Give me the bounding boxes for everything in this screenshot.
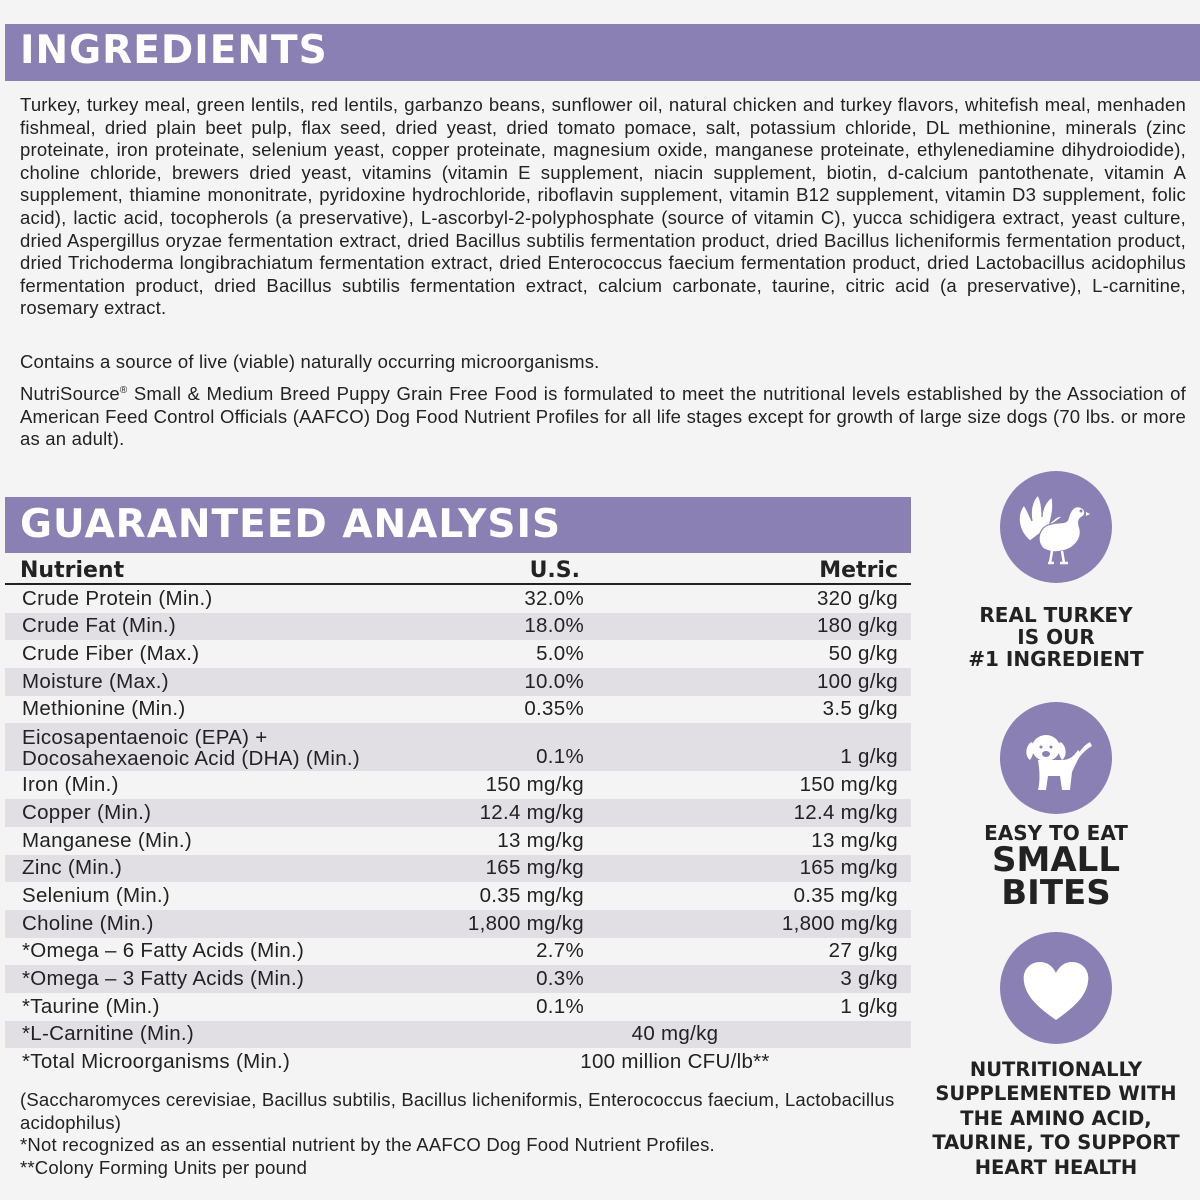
- claim-line: EASY TO EAT: [984, 821, 1128, 845]
- nutrient-name: Manganese (Min.): [22, 828, 193, 852]
- table-row: [5, 1048, 911, 1076]
- table-row: [5, 640, 911, 668]
- aafco-text: Small & Medium Breed Puppy Grain Free Food is formulated to meet the nutritional levels established by the Association of American Feed Control Officials (AAFCO) Dog Food Nutrient Profiles for all life stages except for growth of large size dogs (70 lbs. or more as an adult).: [20, 383, 1186, 450]
- column-metric: Metric: [819, 558, 898, 583]
- table-row: [5, 882, 911, 910]
- combined-value: 100 million CFU/lb**: [580, 1050, 770, 1073]
- table-row: [5, 771, 911, 799]
- table-header: [5, 555, 911, 585]
- nutrient-name: [22, 727, 360, 769]
- nutrient-name-line2: Docosahexaenoic Acid (DHA) (Min.): [22, 747, 361, 771]
- us-value: 0.35 mg/kg: [479, 883, 584, 907]
- aafco-statement: [20, 383, 1186, 451]
- us-value: 2.7%: [536, 939, 584, 963]
- claim-line: IS OUR: [1017, 625, 1095, 649]
- metric-value: 1 g/kg: [840, 745, 898, 769]
- metric-value: 180 g/kg: [816, 614, 898, 638]
- aafco-footnote: *Not recognized as an essential nutrient by the AAFCO Dog Food Nutrient Profiles.: [20, 1134, 715, 1156]
- metric-value: 320 g/kg: [816, 586, 898, 610]
- metric-value: 27 g/kg: [828, 939, 898, 963]
- us-value: 0.1%: [536, 994, 584, 1018]
- table-row: [5, 613, 911, 641]
- column-us: U.S.: [529, 558, 580, 583]
- brand-name: NutriSource: [20, 383, 120, 404]
- microorganisms-statement: Contains a source of live (viable) naturally occurring microorganisms.: [20, 351, 600, 372]
- table-row: [5, 993, 911, 1021]
- table-row: [5, 910, 911, 938]
- table-row: [5, 799, 911, 827]
- combined-value: 40 mg/kg: [631, 1022, 719, 1046]
- claim-line: SUPPLEMENTED WITH: [935, 1082, 1177, 1106]
- guaranteed-analysis-heading: GUARANTEED ANALYSIS: [5, 497, 911, 553]
- metric-value: 165 mg/kg: [799, 856, 898, 880]
- claim-line: #1 INGREDIENT: [968, 647, 1144, 671]
- heart-icon: [1000, 932, 1112, 1044]
- table-row: [5, 827, 911, 855]
- metric-value: 3.5 g/kg: [822, 697, 898, 721]
- table-row: [5, 723, 911, 771]
- claim-real-turkey: [940, 604, 1172, 670]
- nutrient-name: Iron (Min.): [22, 773, 119, 797]
- ingredients-heading: INGREDIENTS: [5, 24, 1200, 81]
- claim-line: TAURINE, TO SUPPORT: [932, 1131, 1180, 1155]
- metric-value: 150 mg/kg: [799, 773, 898, 797]
- microorganism-list-note: (Saccharomyces cerevisiae, Bacillus subtilis, Bacillus licheniformis, Enterococcus faecium, Lactobacillus acidophilus): [20, 1089, 895, 1133]
- nutrient-name: *Total Microorganisms (Min.): [22, 1050, 291, 1073]
- puppy-icon: [1000, 702, 1112, 814]
- nutrient-name: Choline (Min.): [22, 911, 154, 935]
- us-value: 1,800 mg/kg: [467, 911, 584, 935]
- us-value: 165 mg/kg: [485, 856, 584, 880]
- nutrient-name: Zinc (Min.): [22, 856, 123, 880]
- nutrient-name: Selenium (Min.): [22, 883, 171, 907]
- claim-taurine: [920, 1058, 1192, 1180]
- guaranteed-analysis-table: [5, 555, 911, 1076]
- metric-value: 1 g/kg: [840, 994, 898, 1018]
- metric-value: 13 mg/kg: [811, 828, 898, 852]
- nutrient-name: Crude Fiber (Max.): [22, 642, 200, 666]
- metric-value: 0.35 mg/kg: [793, 883, 898, 907]
- claim-line: THE AMINO ACID,: [960, 1106, 1152, 1130]
- table-row: [5, 1021, 911, 1049]
- claim-line: NUTRITIONALLY: [969, 1058, 1143, 1081]
- turkey-icon: [1000, 471, 1112, 583]
- table-row: [5, 585, 911, 613]
- claim-line: REAL TURKEY: [979, 603, 1133, 627]
- metric-value: 100 g/kg: [816, 669, 898, 693]
- us-value: 18.0%: [524, 614, 584, 638]
- claim-line: HEART HEALTH: [974, 1155, 1138, 1179]
- us-value: 5.0%: [536, 642, 584, 666]
- metric-value: 1,800 mg/kg: [781, 911, 898, 935]
- table-row: [5, 938, 911, 966]
- nutrient-name: *Taurine (Min.): [22, 994, 160, 1018]
- us-value: 10.0%: [524, 669, 584, 693]
- nutrient-name: Moisture (Max.): [22, 669, 169, 693]
- claim-line-big: SMALL: [992, 840, 1120, 880]
- footnotes: [20, 1089, 900, 1179]
- us-value: 32.0%: [524, 586, 584, 610]
- us-value: 13 mg/kg: [497, 828, 584, 852]
- ingredients-list: Turkey, turkey meal, green lentils, red lentils, garbanzo beans, sunflower oil, natural chicken and turkey flavors, whitefish meal, menhaden fishmeal, dried plain beet pulp, flax seed, dried yeast, dried tomato pomace, salt, potassium chloride, DL methionine, minerals (zinc proteinate, iron proteinate, selenium yeast, copper proteinate, magnesium oxide, manganese proteinate, ethylenediamine dihydroiodide), choline chloride, brewers dried yeast, vitamins (vitamin E supplement, niacin supplement, biotin, d-calcium pantothenate, vitamin A supplement, thiamine mononitrate, pyridoxine hydrochloride, riboflavin supplement, vitamin B12 supplement, vitamin D3 supplement, folic acid), lactic acid, tocopherols (a preservative), L-ascorbyl-2-polyphosphate (source of vitamin C), yucca schidigera extract, yeast culture, dried Aspergillus oryzae fermentation extract, dried Bacillus subtilis fermentation product, dried Bacillus licheniformis fermentation product, dried Trichoderma longibrachiatum fermentation extract, dried Enterococcus faecium fermentation product, dried Lactobacillus acidophilus fermentation product, dried Bacillus subtilis fermentation extract, calcium carbonate, taurine, citric acid (a preservative), L-carnitine, rosemary extract.: [20, 94, 1186, 319]
- table-row: [5, 696, 911, 724]
- metric-value: 12.4 mg/kg: [793, 800, 898, 824]
- nutrient-name: Crude Fat (Min.): [22, 614, 177, 638]
- nutrient-name: Crude Protein (Min.): [22, 586, 213, 610]
- us-value: 12.4 mg/kg: [479, 800, 584, 824]
- us-value: 0.35%: [524, 697, 584, 721]
- table-row: [5, 668, 911, 696]
- claim-small-bites: [940, 821, 1172, 913]
- column-nutrient: Nutrient: [20, 558, 125, 583]
- cfu-footnote: **Colony Forming Units per pound: [20, 1156, 308, 1178]
- nutrient-name: Methionine (Min.): [22, 697, 186, 721]
- us-value: 150 mg/kg: [485, 773, 584, 797]
- us-value: 0.3%: [536, 966, 584, 990]
- table-row: [5, 855, 911, 883]
- nutrient-name: Copper (Min.): [22, 800, 152, 824]
- table-row: [5, 965, 911, 993]
- nutrient-name: *Omega – 6 Fatty Acids (Min.): [22, 939, 305, 963]
- claim-line-big: BITES: [1001, 873, 1111, 913]
- registered-mark: ®: [119, 384, 128, 396]
- metric-value: 50 g/kg: [828, 642, 898, 666]
- nutrient-name: *L-Carnitine (Min.): [22, 1022, 195, 1046]
- nutrient-name-line1: Eicosapentaenoic (EPA) +: [22, 726, 268, 750]
- metric-value: 3 g/kg: [840, 966, 898, 990]
- nutrient-name: *Omega – 3 Fatty Acids (Min.): [22, 966, 305, 990]
- us-value: 0.1%: [536, 745, 584, 769]
